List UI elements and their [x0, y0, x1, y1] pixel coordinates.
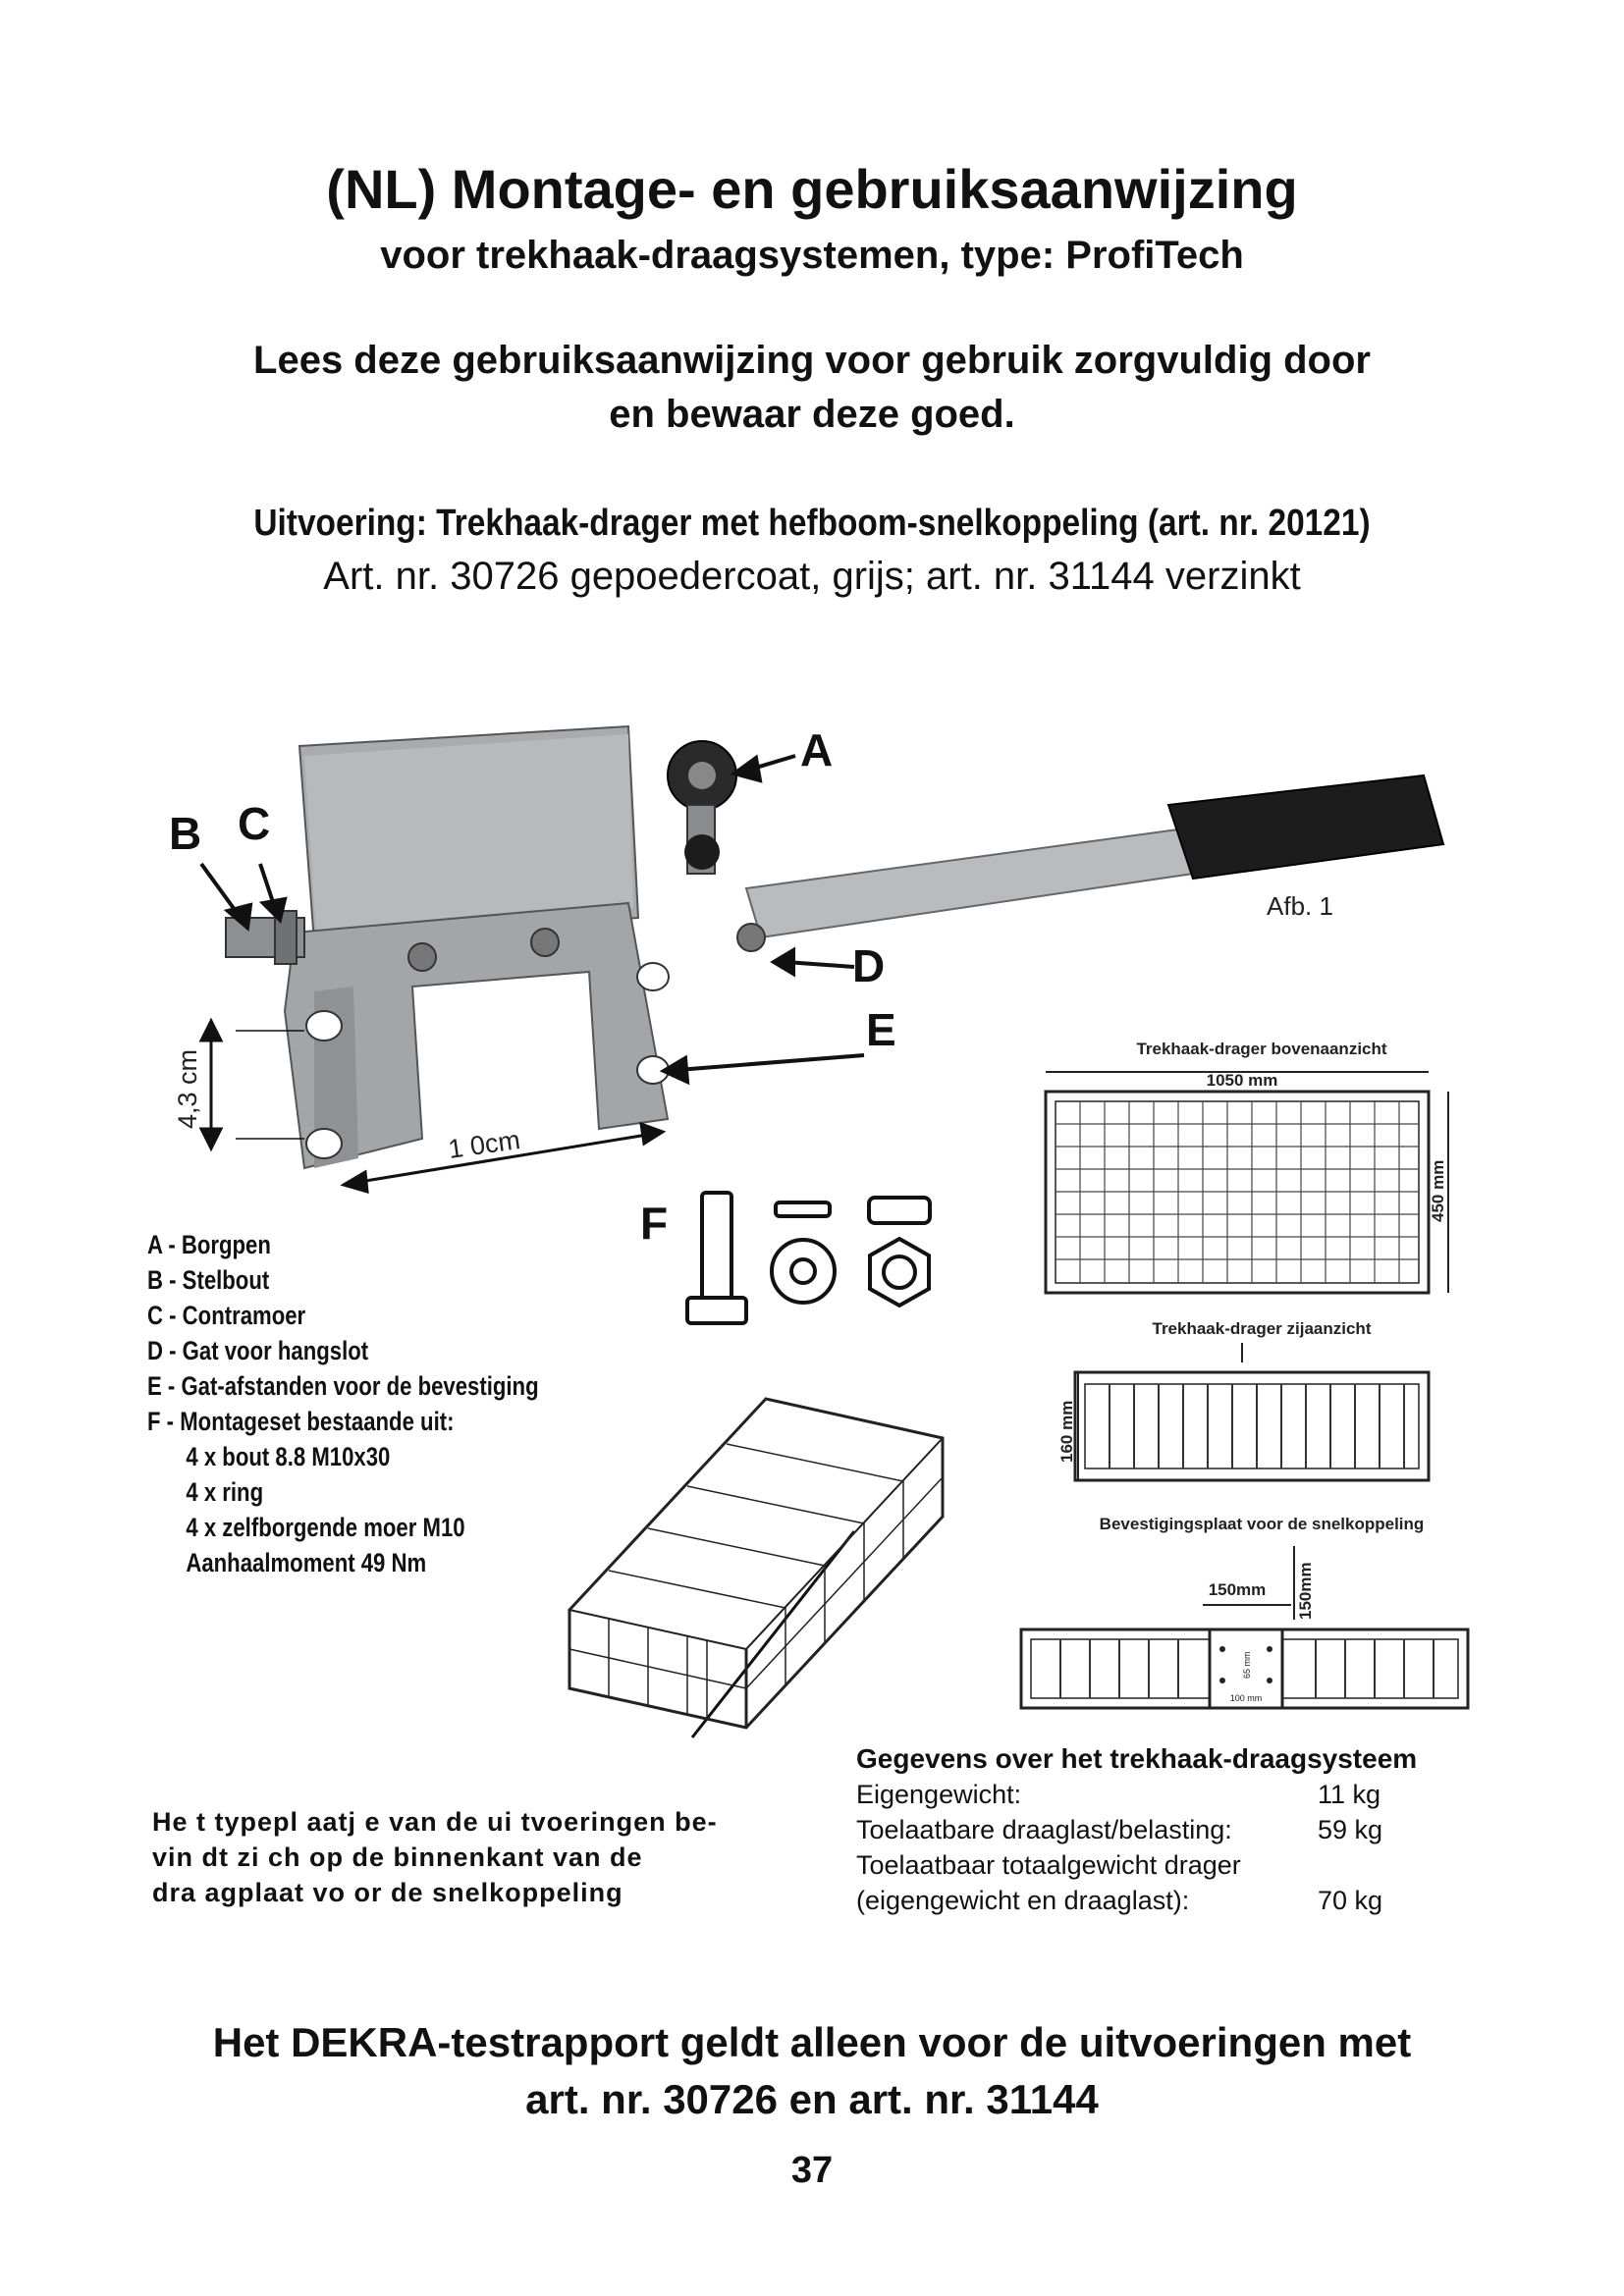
- basket-drawing: [569, 1399, 943, 1728]
- plate-inner-width-label: 100 mm: [1229, 1693, 1263, 1703]
- legend-subitem: 4 x zelfborgende moer M10: [186, 1513, 465, 1542]
- parts-legend: [147, 1227, 539, 1580]
- plate-title: Bevestigingsplaat voor de snelkoppeling: [1099, 1515, 1425, 1533]
- callout-a: A: [800, 724, 834, 775]
- top-view-depth-label: 450 mm: [1429, 1159, 1447, 1222]
- top-view-title: Trekhaak-drager bovenaanzicht: [1136, 1040, 1387, 1058]
- page-title: (NL) Montage- en gebruiksaanwijzing: [326, 158, 1298, 220]
- type-plate-note: He t typepl aatj e van de ui tvoeringen be- vin dt zi ch op de binnenkant van de dra agplaat vo or de snelkoppeling: [152, 1807, 718, 1907]
- plate-drawing: [1021, 1515, 1468, 1708]
- legend-item: A - Borgpen: [147, 1230, 271, 1259]
- dekra-note-line-1: Het DEKRA-testrapport geldt alleen voor de uitvoeringen met: [212, 2019, 1412, 2065]
- legend-item: C - Contramoer: [147, 1301, 306, 1330]
- dimension-height-label: 4,3 cm: [173, 1048, 202, 1129]
- legend-item: F - Montageset bestaande uit:: [147, 1407, 455, 1436]
- dekra-note-line-2: art. nr. 30726 en art. nr. 31144: [525, 2076, 1099, 2122]
- page-number: 37: [790, 2150, 834, 2191]
- legend-subitem: Aanhaalmoment 49 Nm: [186, 1548, 427, 1577]
- legend-item: D - Gat voor hangslot: [147, 1336, 369, 1365]
- specs-table: [856, 1743, 1465, 1918]
- legend-item: E - Gat-afstanden voor de bevestiging: [147, 1371, 539, 1401]
- legend-subitem: 4 x ring: [186, 1477, 264, 1507]
- legend-subitem: 4 x bout 8.8 M10x30: [186, 1442, 391, 1471]
- legend-item: B - Stelbout: [147, 1265, 270, 1295]
- plate-width-label: 150mm: [1208, 1580, 1267, 1599]
- callout-b: B: [169, 808, 202, 859]
- specs-row: Toelaatbaar totaalgewicht drager: [856, 1850, 1241, 1880]
- side-view-bars: [1110, 1384, 1404, 1468]
- side-view-title: Trekhaak-drager zijaanzicht: [1152, 1319, 1372, 1338]
- plate-height-label: 150mm: [1296, 1562, 1315, 1620]
- page-subtitle: voor trekhaak-draagsystemen, type: ProfiTech: [380, 234, 1244, 277]
- callout-c: C: [238, 798, 271, 849]
- mounting-set-drawing: [687, 1193, 930, 1323]
- side-view-drawing: [1057, 1319, 1429, 1480]
- plate-inner-height-label: 65 mm: [1242, 1651, 1252, 1679]
- read-instruction-line-2: en bewaar deze goed.: [609, 393, 1015, 436]
- variant-heading: Uitvoering: Trekhaak-drager met hefboom-snelkoppeling (art. nr. 20121): [253, 503, 1371, 544]
- specs-row: Toelaatbare draaglast/belasting: 59 kg: [856, 1815, 1383, 1844]
- callout-e: E: [866, 1004, 896, 1055]
- top-view-drawing: [1046, 1040, 1448, 1293]
- side-view-height-label: 160 mm: [1057, 1400, 1076, 1463]
- top-view-width-label: 1050 mm: [1206, 1071, 1278, 1090]
- read-instruction-line-1: Lees deze gebruiksaanwijzing voor gebruik zorgvuldig door: [253, 339, 1371, 382]
- article-numbers: Art. nr. 30726 gepoedercoat, grijs; art. nr. 31144 verzinkt: [323, 555, 1301, 598]
- specs-row: (eigengewicht en draaglast): 70 kg: [856, 1886, 1383, 1915]
- dimension-width-label: 1 0cm: [446, 1125, 522, 1164]
- specs-row: Eigengewicht: 11 kg: [856, 1780, 1381, 1809]
- figure-label: Afb. 1: [1267, 891, 1333, 921]
- callout-d: D: [852, 940, 886, 991]
- top-view-grid: [1056, 1101, 1419, 1283]
- callout-f: F: [640, 1198, 669, 1249]
- specs-title: Gegevens over het trekhaak-draagsysteem: [856, 1743, 1418, 1774]
